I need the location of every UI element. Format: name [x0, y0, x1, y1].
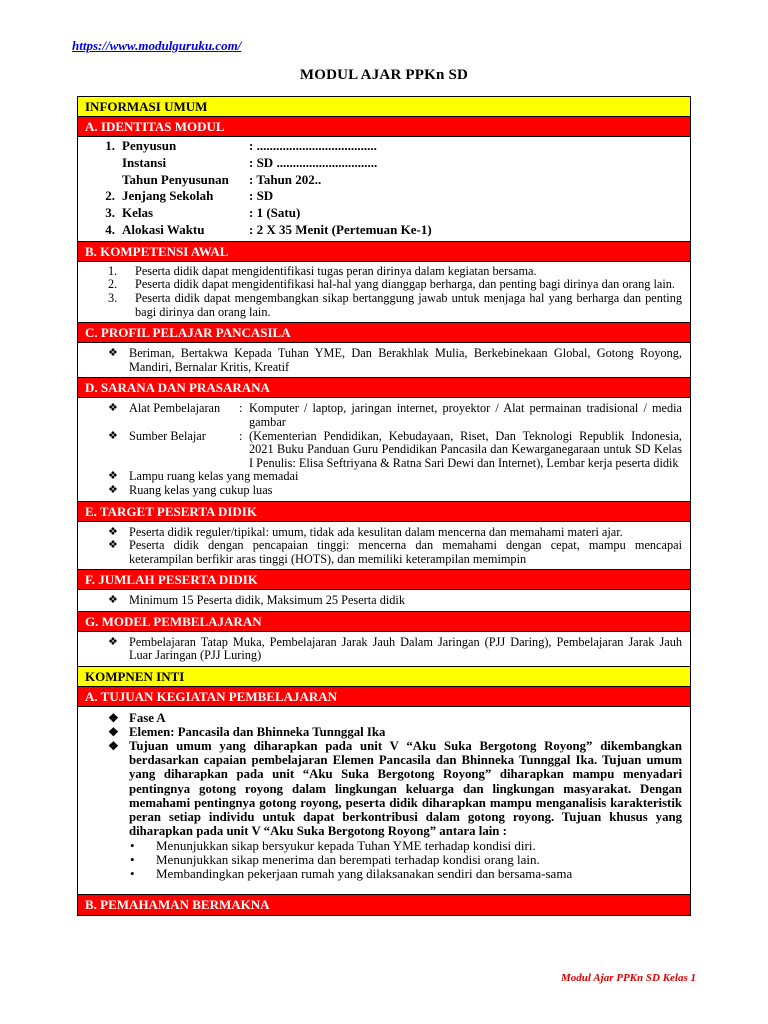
- bullet-icon: •: [130, 851, 135, 867]
- section-informasi-umum: INFORMASI UMUM: [78, 97, 690, 117]
- list-item: ❖ Minimum 15 Peserta didik, Maksimum 25 Peserta didik: [78, 594, 682, 608]
- identitas-row: 4. Alokasi Waktu : 2 X 35 Menit (Pertemuan Ke-1): [105, 221, 432, 237]
- list-item: 3. Peserta didik dapat mengembangkan sikap bertanggung jawab untuk menjaga hal yang berharga dan penting bagi dirinya dan orang lain.: [108, 290, 682, 319]
- list-item: 1. Peserta didik dapat mengidentifikasi tugas peran dirinya dalam kegiatan bersama.: [108, 263, 537, 278]
- diamond-bullet-icon: ❖: [108, 594, 118, 607]
- list-item: ❖ Tujuan umum yang diharapkan pada unit V “Aku Suka Bergotong Royong” dikembangkan berdasarkan capaian pembelajaran Elemen Pancasila dan Bhinneka Tunnggal Ika. Tujuan umum yang diharapkan pada unit “Aku Suka Bergotong Royong” diharapkan mampu menyadari pentingnya gotong royong dalam lingkungan keluarga dan lingkungan masyarakat. Dengan memahami pentingnya gotong royong, peserta didik diharapkan mampu menganalisis karakteristik peran setiap individu untuk dapat berkontribusi dalam gotong royong. Tujuan khusus yang diharapkan pada unit V “Aku Suka Bergotong Royong” antara lain :: [78, 739, 682, 838]
- section-komponen-inti: KOMPNEN INTI: [78, 667, 690, 687]
- list-item: ❖ Lampu ruang kelas yang memadai: [78, 470, 682, 484]
- identitas-row: 2. Jenjang Sekolah : SD: [105, 188, 274, 204]
- list-item: ❖ Sumber Belajar : (Kementerian Pendidikan, Kebudayaan, Riset, Dan Teknologi Republik Indonesia, 2021 Buku Panduan Guru Pendidikan Pancasila dan Kewarganegaraan untuk SD Kelas I Penulis: Elisa Seftriyana & Ratna Sari Dewi dan Internet), Lembar kerja peserta didik: [78, 430, 682, 471]
- list-item: 2. Peserta didik dapat mengidentifikasi hal-hal yang dianggap berharga, dan penting bagi dirinya dan orang lain.: [108, 277, 675, 292]
- diamond-bullet-icon: ❖: [108, 525, 118, 538]
- diamond-bullet-icon: ❖: [108, 470, 118, 483]
- section-tujuan-heading: A. TUJUAN KEGIATAN PEMBELAJARAN: [78, 687, 690, 707]
- list-item: ❖ Peserta didik reguler/tipikal: umum, tidak ada kesulitan dalam mencerna dan memahami materi ajar.: [78, 526, 682, 540]
- model-list: [78, 632, 690, 667]
- section-identitas-heading: A. IDENTITAS MODUL: [78, 117, 690, 137]
- identitas-row: Tahun Penyusunan : Tahun 202..: [122, 171, 322, 187]
- section-sarana-heading: D. SARANA DAN PRASARANA: [78, 378, 690, 398]
- jumlah-list: [78, 590, 690, 612]
- section-target-heading: E. TARGET PESERTA DIDIK: [78, 502, 690, 522]
- diamond-bullet-icon: ❖: [108, 725, 119, 740]
- target-list: [78, 522, 690, 571]
- kompetensi-list: [78, 262, 690, 323]
- diamond-bullet-icon: ❖: [108, 739, 119, 754]
- section-kompetensi-heading: B. KOMPETENSI AWAL: [78, 242, 690, 262]
- identitas-body: [78, 137, 690, 242]
- identitas-row: Instansi : SD ...............................: [122, 154, 378, 170]
- list-item: ❖ Peserta didik dengan pencapaian tinggi: mencerna dan memahami dengan cepat, mampu mencapai keterampilan berfikir aras tinggi (HOTS), dan memiliki keterampilan memimpin: [78, 539, 682, 566]
- page-footer: Modul Ajar PPKn SD Kelas 1: [561, 972, 696, 984]
- diamond-bullet-icon: ❖: [108, 539, 118, 552]
- list-item: • Membandingkan pekerjaan rumah yang dilaksanakan sendiri dan bersama-sama: [78, 867, 674, 881]
- list-item: • Menunjukkan sikap bersyukur kepada Tuhan YME terhadap kondisi diri.: [78, 839, 674, 853]
- diamond-bullet-icon: ❖: [108, 402, 118, 415]
- diamond-bullet-icon: ❖: [108, 635, 118, 648]
- section-model-heading: G. MODEL PEMBELAJARAN: [78, 612, 690, 632]
- header-url-link[interactable]: https://www.modulguruku.com/: [72, 38, 242, 53]
- bullet-icon: •: [130, 865, 135, 881]
- identitas-row: 3. Kelas : 1 (Satu): [105, 205, 301, 221]
- diamond-bullet-icon: ❖: [108, 711, 119, 726]
- list-item: ❖ Beriman, Bertakwa Kepada Tuhan YME, Dan Berakhlak Mulia, Berkebinekaan Global, Gotong Royong, Mandiri, Bernalar Kritis, Kreatif: [78, 347, 682, 374]
- tujuan-list: [78, 707, 690, 895]
- section-jumlah-heading: F. JUMLAH PESERTA DIDIK: [78, 570, 690, 590]
- section-profil-heading: C. PROFIL PELAJAR PANCASILA: [78, 323, 690, 343]
- profil-list: [78, 343, 690, 378]
- sarana-list: [78, 398, 690, 501]
- list-item: ❖ Pembelajaran Tatap Muka, Pembelajaran Jarak Jauh Dalam Jaringan (PJJ Daring), Pembelajaran Jarak Jauh Luar Jaringan (PJJ Luring): [78, 636, 682, 663]
- list-item: ❖ Elemen: Pancasila dan Bhinneka Tunnggal Ika: [78, 725, 682, 739]
- list-item: • Menunjukkan sikap menerima dan berempati terhadap kondisi orang lain.: [78, 853, 674, 867]
- diamond-bullet-icon: ❖: [108, 483, 118, 496]
- identitas-row: 1. Penyusun : .....................................: [105, 138, 377, 153]
- section-pemahaman-heading: B. PEMAHAMAN BERMAKNA: [78, 895, 690, 915]
- list-item: ❖ Ruang kelas yang cukup luas: [78, 484, 682, 498]
- diamond-bullet-icon: ❖: [108, 429, 118, 442]
- tujuan-bullet-list: [78, 838, 682, 880]
- list-item: ❖ Alat Pembelajaran : Komputer / laptop, jaringan internet, proyektor / Alat permainan tradisional / media gambar: [78, 402, 682, 429]
- diamond-bullet-icon: ❖: [108, 347, 118, 360]
- page-title: MODUL AJAR PPKn SD: [299, 67, 469, 83]
- list-item: ❖ Fase A: [78, 711, 682, 725]
- module-table: [77, 96, 691, 916]
- bullet-icon: •: [130, 837, 135, 853]
